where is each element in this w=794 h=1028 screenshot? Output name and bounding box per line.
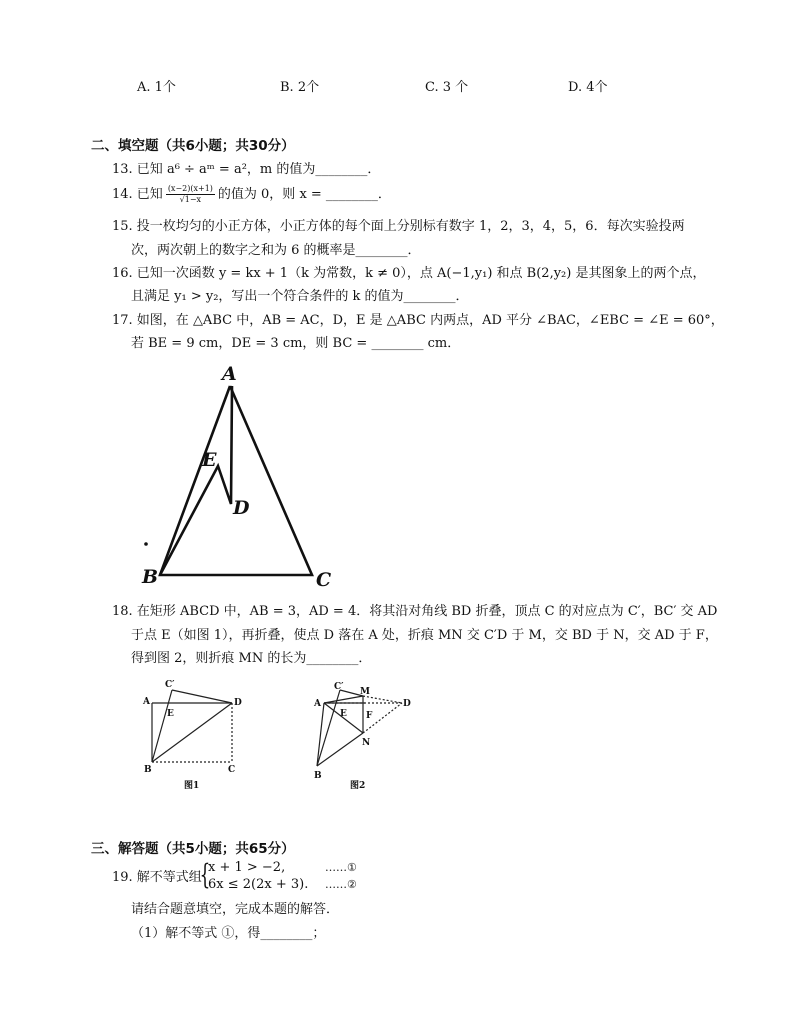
triangle-abc [160, 386, 312, 575]
q19-inequality-1: x + 1 > −2, [208, 860, 286, 875]
fig1-caption: 图1 [184, 781, 200, 791]
fig1-label-c: C [228, 765, 236, 775]
fig2-label-n: N [362, 738, 371, 748]
question-13: 13. 已知 a⁶ ÷ aᵐ = a²，m 的值为________． [112, 162, 381, 177]
question-18-line2: 于点 E（如图 1），再折叠，使点 D 落在 A 处，折痕 MN 交 C′D 于 M，交 BD 于 N，交 AD 于 F， [131, 628, 718, 643]
question-14 [112, 184, 391, 205]
label-b: B [142, 566, 159, 588]
section-title-solutions: 三、解答题（共5小题；共65分） [91, 841, 295, 857]
q19-instruction: 请结合题意填空，完成本题的解答． [131, 902, 340, 917]
fig2-label-e: E [340, 709, 347, 719]
label-c: C [316, 569, 332, 590]
fig2-label-m: M [360, 687, 370, 697]
question-17-line1: 17. 如图，在 △ABC 中，AB = AC，D，E 是 △ABC 内两点，AD 平分 ∠BAC，∠EBC = ∠E = 60°， [112, 313, 724, 328]
fig2-label-c-prime: C′ [334, 682, 344, 692]
option-d: D. 4个 [568, 80, 608, 95]
question-18-line3: 得到图 2，则折痕 MN 的长为________． [131, 651, 372, 666]
q19-inequality-2: 6x ≤ 2(2x + 3). [208, 877, 309, 892]
q14-denominator: √1−x [179, 195, 202, 204]
label-d: D [233, 497, 250, 519]
question-15-line2: 次，两次朝上的数字之和为 6 的概率是________． [131, 243, 421, 258]
option-a: A. 1个 [137, 80, 176, 95]
question-15-line1: 15. 投一枚均匀的小正方体，小正方体的每个面上分别标有数字 1，2，3，4，5，6．每次实验投两 [112, 219, 685, 234]
fig2-label-b: B [314, 771, 322, 781]
q14-prefix: 14. 已知 [112, 186, 163, 202]
option-c: C. 3 个 [425, 80, 469, 95]
fig1-label-e: E [167, 709, 174, 719]
fig2-caption: 图2 [350, 781, 366, 791]
label-e: E [202, 449, 217, 471]
fig1-label-c-prime: C′ [165, 680, 175, 690]
fig1-label-a: A [143, 697, 150, 707]
fig2-label-a: A [314, 699, 321, 709]
figure-17 [130, 358, 350, 590]
q14-fraction [166, 184, 215, 205]
option-b: B. 2个 [280, 80, 320, 95]
figure-18-2 [304, 678, 422, 793]
system-brace: { [199, 858, 211, 891]
q19-mark-1: ……① [325, 861, 357, 874]
fig2-label-d: D [403, 699, 411, 709]
q14-numerator: (x−2)(x+1) [167, 184, 213, 193]
question-17-line2: 若 BE = 9 cm，DE = 3 cm，则 BC = ________ cm． [131, 336, 461, 351]
fig2-label-f: F [366, 711, 373, 721]
q19-mark-2: ……② [325, 878, 357, 891]
question-16-line2: 且满足 y₁ > y₂，写出一个符合条件的 k 的值为________． [131, 289, 469, 304]
fig1-label-b: B [144, 765, 152, 775]
question-16-line1: 16. 已知一次函数 y = kx + 1（k 为常数，k ≠ 0），点 A(−1,y₁) 和点 B(2,y₂) 是其图象上的两个点， [112, 266, 706, 281]
question-18-line1: 18. 在矩形 ABCD 中，AB = 3，AD = 4．将其沿对角线 BD 折叠，顶点 C 的对应点为 C′，BC′ 交 AD [112, 604, 718, 619]
label-a: A [222, 363, 237, 385]
question-19-prefix: 19. 解不等式组 [112, 870, 202, 885]
section-title-fill-in: 二、填空题（共6小题；共30分） [91, 138, 295, 154]
stray-dot [144, 542, 148, 546]
fig1-label-d: D [234, 698, 242, 708]
figure-18-1 [138, 678, 258, 793]
q14-suffix: 的值为 0，则 x = ________． [217, 186, 391, 202]
q19-part-1: （1）解不等式 ①，得________； [131, 926, 326, 941]
